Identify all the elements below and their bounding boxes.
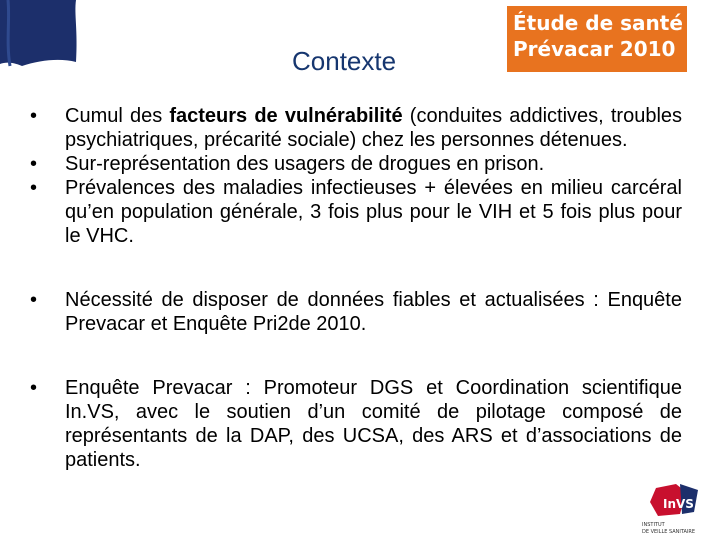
bullet-text: Enquête Prevacar : Promoteur DGS et Coordination scientifique In.VS, avec le soutien d’un comité de pilotage composé de représentants de la DAP, des UCSA, des ARS et d’associations de patients. bbox=[65, 377, 682, 471]
bullet-marker: • bbox=[30, 177, 38, 199]
bullet-item bbox=[30, 152, 682, 176]
bullet-text: Nécessité de disposer de données fiables et actualisées : Enquête Prevacar et Enquête Pri2de 2010. bbox=[65, 289, 682, 335]
bullet-text: Cumul des bbox=[65, 105, 170, 127]
invs-mark: InVS bbox=[663, 497, 694, 511]
badge-line-2: Prévacar 2010 bbox=[513, 37, 676, 61]
bullet-marker: • bbox=[30, 377, 38, 399]
bullet-list bbox=[30, 104, 682, 472]
study-badge bbox=[507, 6, 687, 72]
bullet-item bbox=[30, 104, 682, 152]
bullet-text: (conduites addictives, troubles psychiatriques, précarité sociale) chez les personnes détenues. bbox=[65, 105, 683, 151]
bullet-marker: • bbox=[30, 153, 38, 175]
bullet-bold-text: facteurs de vulnérabilité bbox=[169, 105, 403, 127]
bullet-item bbox=[30, 176, 682, 248]
bullet-item bbox=[30, 376, 682, 472]
bullet-marker: • bbox=[30, 105, 38, 127]
invs-logo-icon bbox=[636, 484, 706, 536]
invs-line-2: DE VEILLE SANITAIRE bbox=[642, 529, 696, 535]
bullet-text: Prévalences des maladies infectieuses + élevées en milieu carcéral qu’en population générale, 3 fois plus pour le VIH et 5 fois plus pour le VHC. bbox=[65, 177, 682, 247]
bullet-marker: • bbox=[30, 289, 38, 311]
page-title: Contexte bbox=[292, 46, 397, 76]
badge-line-1: Étude de santé bbox=[513, 11, 683, 35]
bullet-text: Sur-représentation des usagers de drogues en prison. bbox=[65, 153, 545, 175]
bullet-item bbox=[30, 288, 682, 336]
invs-line-1: INSTITUT bbox=[642, 522, 665, 528]
flag-logo-icon bbox=[0, 0, 80, 70]
